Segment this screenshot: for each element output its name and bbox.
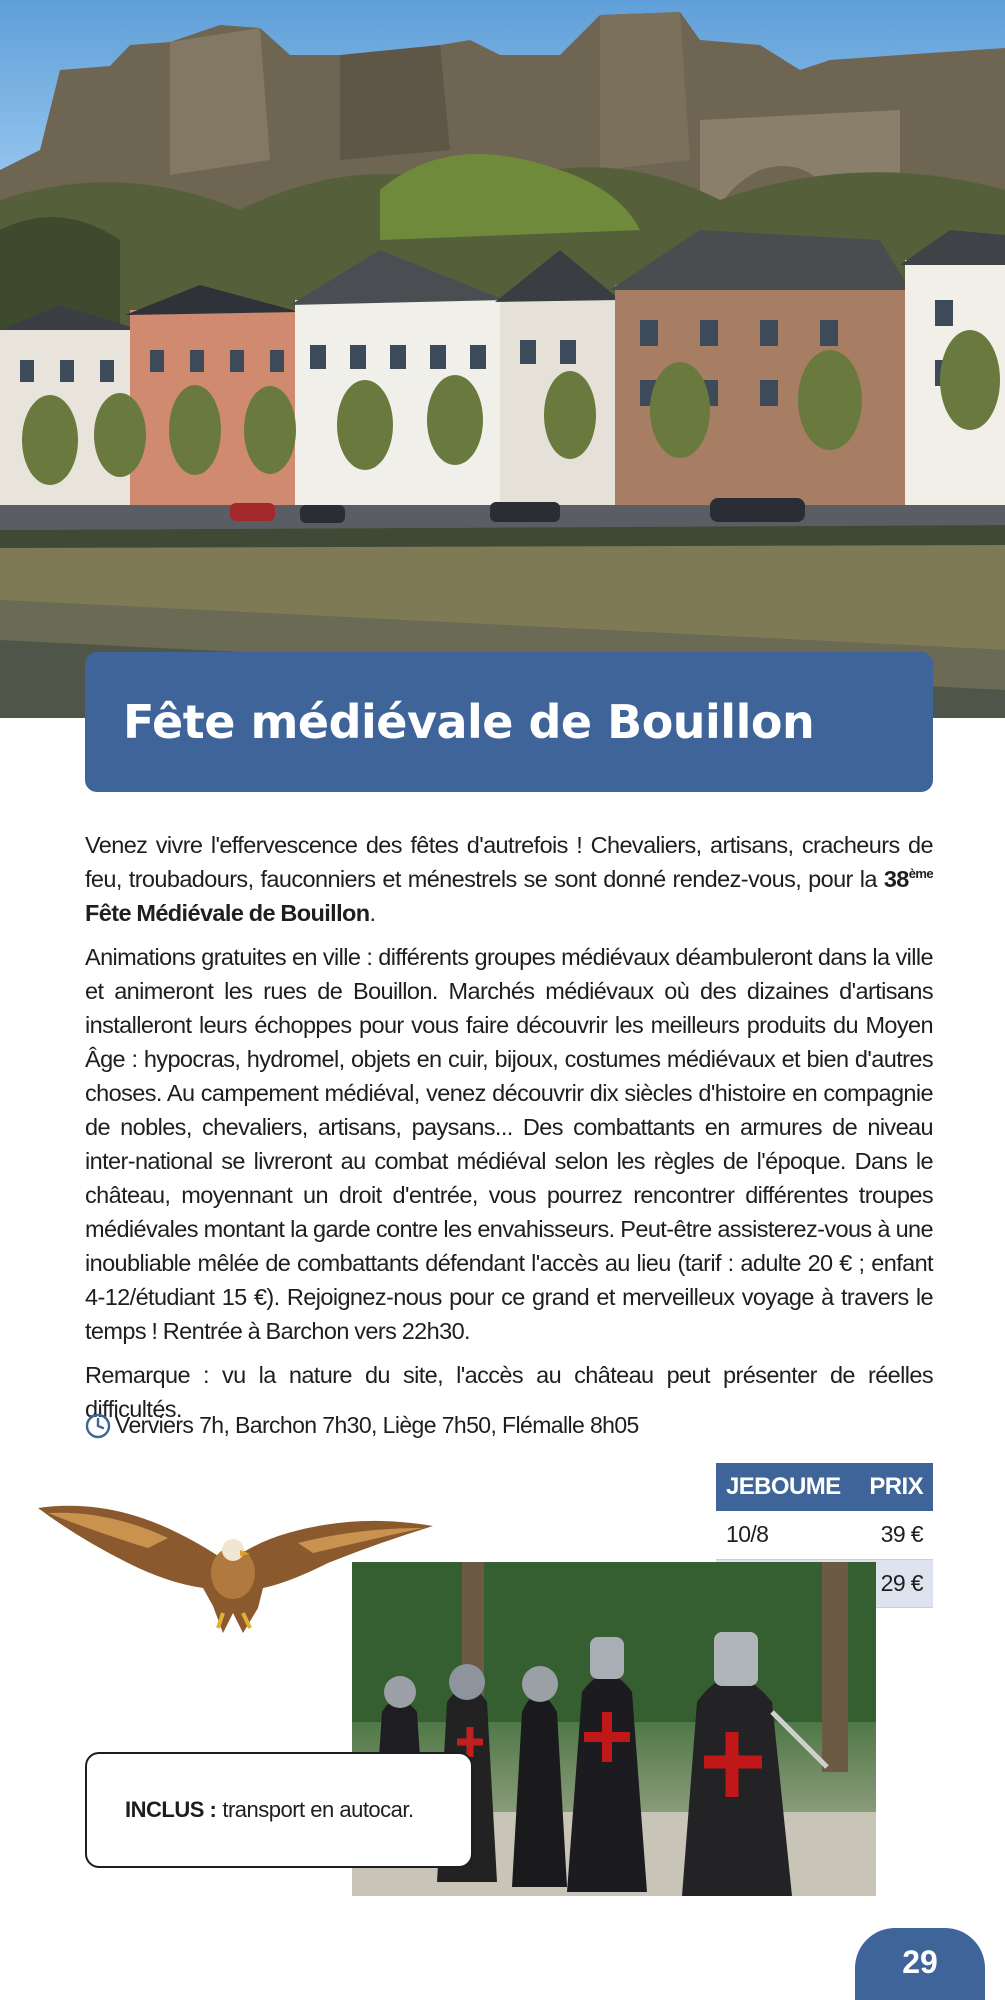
intro-paragraph: Venez vivre l'effervescence des fêtes d'autrefois ! Chevaliers, artisans, cracheurs de feu, troubadours, fauconniers et ménestrels se sont donné rendez-vous, pour la 38ème Fête Médiévale de Bouillon. <box>85 832 933 926</box>
remark-paragraph: Remarque : vu la nature du site, l'accès au château peut présenter de réelles difficultés. <box>85 1362 933 1422</box>
schedule-text: Verviers 7h, Barchon 7h30, Liège 7h50, Flémalle 8h05 <box>115 1412 639 1438</box>
header-date: JEBOUME <box>716 1463 860 1511</box>
price-table-header <box>716 1463 933 1511</box>
departure-schedule <box>85 1412 639 1439</box>
hero-photo-bouillon-castle <box>0 0 1005 718</box>
activities-paragraph: Animations gratuites en ville : différents groupes médiévaux déambuleront dans la ville et animeront les rues de Bouillon. Marchés médiévaux où des dizaines d'artisans installeront leurs échoppes pour vous faire découvrir les meilleurs produits du Moyen Âge : hypocras, hydromel, objets en cuir, bijoux, costumes médiévaux et bien d'autres choses. Au campement médiéval, venez découvrir dix siècles d'histoire en compagnie de nobles, chevaliers, artisans, paysans... Des combattants en armures de niveau inter-national se livreront au combat médiéval selon les règles de l'époque. Dans le château, moyennant un droit d'entrée, vous pourrez rencontrer différentes troupes médiévales montant la garde contre les envahisseurs. Peut-être assisterez-vous à une inoubliable mêlée de combattants défendant l'accès au lieu (tarif : adulte 20 € ; enfant 4-12/étudiant 15 €). Rejoignez-nous pour ce grand et merveilleux voyage à travers le temps ! Rentrée à Barchon vers 22h30. <box>85 944 933 1344</box>
row-price: 29 € <box>860 1559 933 1607</box>
table-row <box>716 1511 933 1559</box>
page-title: Fête médiévale de Bouillon <box>123 695 815 749</box>
row-price: 39 € <box>860 1511 933 1559</box>
title-banner <box>85 652 933 792</box>
included-box <box>85 1752 473 1868</box>
included-label: INCLUS : <box>125 1797 217 1822</box>
event-name: Fête Médiévale de Bouillon <box>85 900 370 926</box>
edition-number: 38ème <box>883 866 933 892</box>
description-text <box>85 828 933 1436</box>
included-value: transport en autocar. <box>222 1797 414 1822</box>
page-number: 29 <box>855 1928 985 2000</box>
clock-icon <box>85 1413 111 1439</box>
row-date: 10/8 <box>716 1511 860 1559</box>
header-price: PRIX <box>860 1463 933 1511</box>
